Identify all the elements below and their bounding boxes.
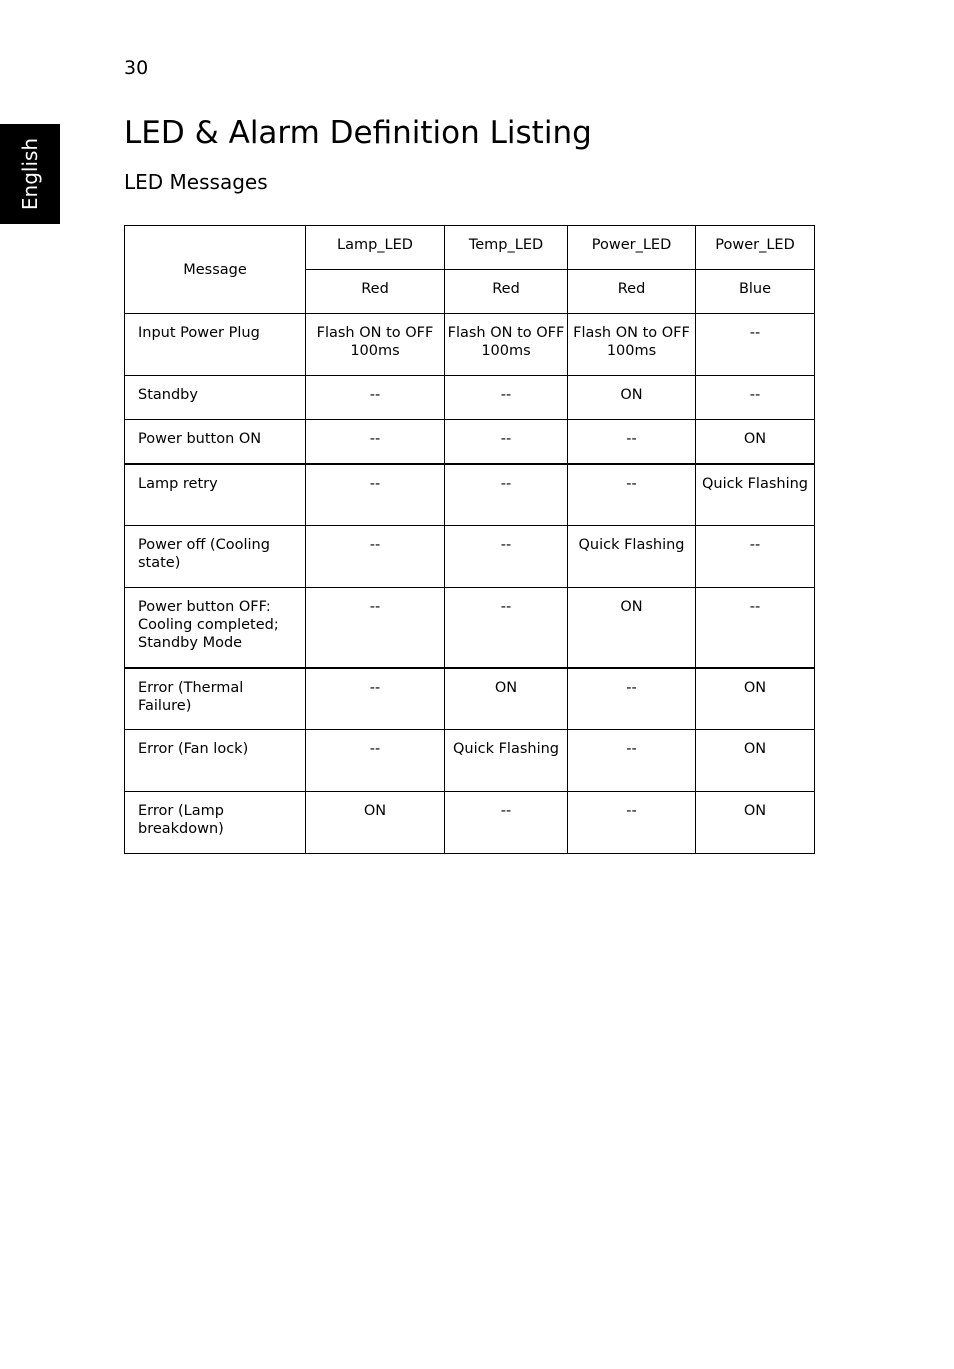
- row-value: Quick Flashing: [445, 730, 568, 792]
- page-title: LED & Alarm Definition Listing: [124, 115, 592, 151]
- row-value: Flash ON to OFF 100ms: [445, 314, 568, 376]
- row-value: Flash ON to OFF 100ms: [306, 314, 445, 376]
- column-header-temp-led: Temp_LED: [445, 226, 568, 270]
- table-header-row: [125, 226, 815, 270]
- table-row: [125, 420, 815, 464]
- table-row: [125, 526, 815, 588]
- row-value: --: [696, 314, 815, 376]
- table-row: [125, 588, 815, 668]
- section-title: LED Messages: [124, 170, 268, 194]
- row-value: --: [568, 792, 696, 854]
- table-row: [125, 668, 815, 730]
- column-header-power-led-blue: Power_LED: [696, 226, 815, 270]
- row-value: --: [568, 668, 696, 730]
- row-value: --: [306, 668, 445, 730]
- row-value: --: [445, 792, 568, 854]
- row-value: ON: [445, 668, 568, 730]
- table-row: [125, 464, 815, 526]
- row-message: Error (Thermal Failure): [125, 668, 306, 730]
- row-value: Quick Flashing: [568, 526, 696, 588]
- page-number: 30: [124, 57, 149, 79]
- column-color-power-led-blue: Blue: [696, 270, 815, 314]
- row-value: ON: [568, 376, 696, 420]
- row-message: Input Power Plug: [125, 314, 306, 376]
- row-message: Power button ON: [125, 420, 306, 464]
- column-color-power-led-red: Red: [568, 270, 696, 314]
- side-tab-label: English: [18, 137, 42, 211]
- row-value: --: [306, 464, 445, 526]
- row-value: ON: [568, 588, 696, 668]
- row-value: Flash ON to OFF 100ms: [568, 314, 696, 376]
- row-value: --: [445, 420, 568, 464]
- row-value: --: [445, 464, 568, 526]
- row-message: Error (Fan lock): [125, 730, 306, 792]
- row-value: ON: [696, 792, 815, 854]
- table-row: [125, 730, 815, 792]
- table-row: [125, 792, 815, 854]
- row-value: ON: [696, 420, 815, 464]
- row-value: --: [568, 420, 696, 464]
- row-value: --: [696, 526, 815, 588]
- led-messages-table: [124, 225, 815, 854]
- row-message: Error (Lamp breakdown): [125, 792, 306, 854]
- row-value: --: [568, 730, 696, 792]
- row-value: ON: [696, 730, 815, 792]
- column-header-lamp-led: Lamp_LED: [306, 226, 445, 270]
- row-value: --: [306, 588, 445, 668]
- message-column-header: Message: [125, 226, 306, 314]
- row-value: --: [306, 730, 445, 792]
- row-value: --: [445, 376, 568, 420]
- table-row: [125, 376, 815, 420]
- row-value: --: [445, 588, 568, 668]
- column-color-lamp-led: Red: [306, 270, 445, 314]
- row-value: ON: [306, 792, 445, 854]
- row-message: Power off (Cooling state): [125, 526, 306, 588]
- language-side-tab: [0, 124, 60, 224]
- row-value: Quick Flashing: [696, 464, 815, 526]
- row-value: --: [445, 526, 568, 588]
- row-value: --: [696, 588, 815, 668]
- row-value: --: [306, 526, 445, 588]
- row-value: --: [306, 376, 445, 420]
- table-row: [125, 314, 815, 376]
- row-value: ON: [696, 668, 815, 730]
- row-message: Power button OFF: Cooling completed; Standby Mode: [125, 588, 306, 668]
- row-value: --: [696, 376, 815, 420]
- row-value: --: [568, 464, 696, 526]
- column-header-power-led-red: Power_LED: [568, 226, 696, 270]
- row-value: --: [306, 420, 445, 464]
- row-message: Lamp retry: [125, 464, 306, 526]
- row-message: Standby: [125, 376, 306, 420]
- column-color-temp-led: Red: [445, 270, 568, 314]
